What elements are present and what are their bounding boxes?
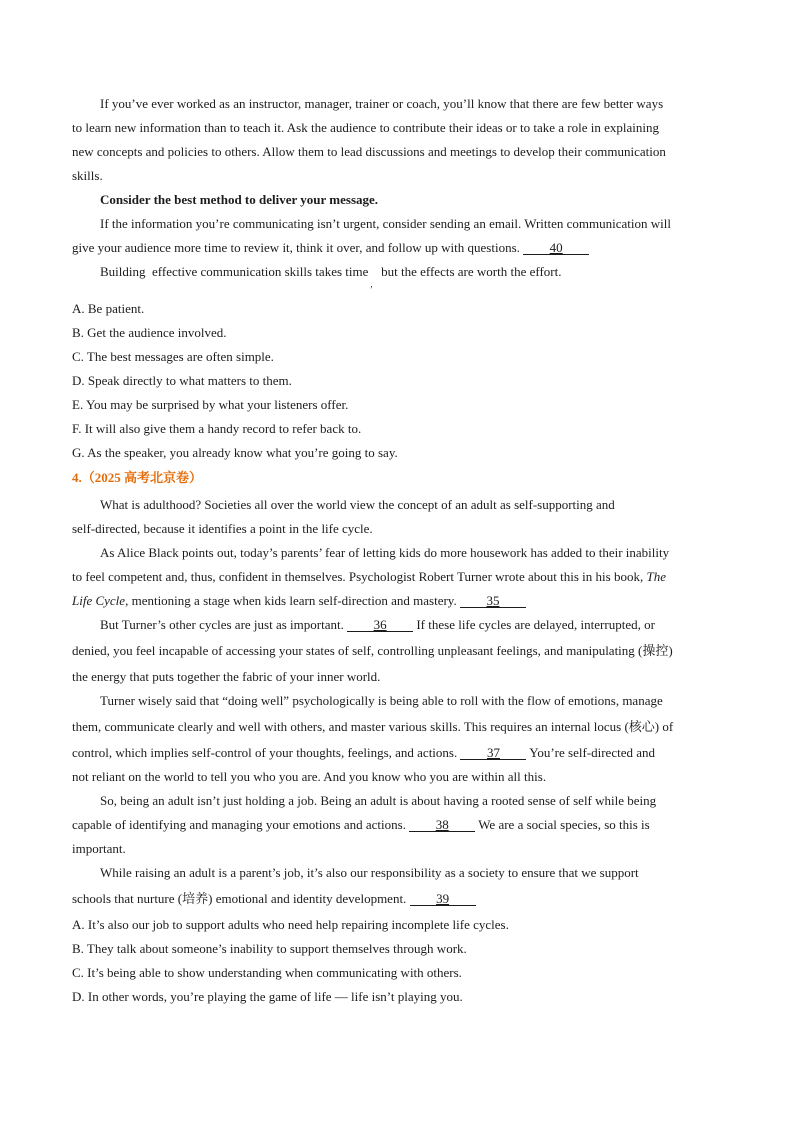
passage-line xyxy=(0,665,794,689)
section-heading xyxy=(0,188,794,212)
passage-line xyxy=(0,637,794,665)
answer-blank-39: 39 xyxy=(410,892,476,906)
option-item xyxy=(0,961,794,985)
passage-line xyxy=(0,517,794,541)
option-item xyxy=(0,393,794,417)
line-text: If you’ve ever worked as an instructor, manager, trainer or coach, you’ll know that there are few better ways xyxy=(100,96,664,111)
passage-line xyxy=(0,837,794,861)
option-text: D. Speak directly to what matters to them. xyxy=(72,373,292,388)
passage-line xyxy=(0,861,794,885)
option-text: B. They talk about someone’s inability to support themselves through work. xyxy=(72,941,467,956)
option-item xyxy=(0,369,794,393)
heading-text: Consider the best method to deliver your message. xyxy=(100,192,379,207)
line-text: to feel competent and, thus, confident in themselves. Psychologist Robert Turner wrote about this in his book, xyxy=(72,569,647,584)
line-text: schools that nurture (培养) emotional and identity development. xyxy=(72,891,410,906)
line-text: You’re self-directed and xyxy=(526,745,655,760)
options-list-a xyxy=(0,297,794,465)
line-text: the energy that puts together the fabric of your inner world. xyxy=(72,669,381,684)
line-text: But Turner’s other cycles are just as important. xyxy=(100,617,348,632)
passage-line xyxy=(0,765,794,789)
line-text: denied, you feel incapable of accessing your states of self, controlling unpleasant feelings, and manipulating (操控) xyxy=(72,643,673,658)
option-item xyxy=(0,417,794,441)
option-item xyxy=(0,937,794,961)
line-text: If these life cycles are delayed, interrupted, or xyxy=(413,617,655,632)
option-item xyxy=(0,297,794,321)
option-item xyxy=(0,321,794,345)
answer-blank-35: 35 xyxy=(460,594,526,608)
option-text: C. It’s being able to show understanding when communicating with others. xyxy=(72,965,462,980)
passage-line xyxy=(0,689,794,713)
line-text: While raising an adult is a parent’s job, it’s also our responsibility as a society to ensure that we support xyxy=(100,865,639,880)
line-text: As Alice Black points out, today’s parents’ fear of letting kids do more housework has added to their inability xyxy=(100,545,670,560)
passage-line xyxy=(0,741,794,765)
passage-line xyxy=(0,813,794,837)
passage-line xyxy=(0,589,794,613)
option-item xyxy=(0,913,794,937)
line-text: Turner wisely said that “doing well” psychologically is being able to roll with the flow of emotions, manage xyxy=(100,693,663,708)
option-text: A. Be patient. xyxy=(72,301,145,316)
option-item xyxy=(0,345,794,369)
line-text: , mentioning a stage when kids learn self-direction and mastery. xyxy=(125,593,460,608)
line-text: So, being an adult isn’t just holding a job. Being an adult is about having a rooted sense of self while being xyxy=(100,793,657,808)
line-text: capable of identifying and managing your emotions and actions. xyxy=(72,817,410,832)
passage-line xyxy=(0,885,794,913)
passage-line xyxy=(0,613,794,637)
passage-line xyxy=(0,713,794,741)
passage-line xyxy=(0,493,794,517)
passage-line xyxy=(0,212,794,236)
line-text: give your audience more time to review it, think it over, and follow up with questions. xyxy=(72,240,524,255)
line-text: Building effective communication skills takes time xyxy=(100,264,369,279)
question-label xyxy=(0,466,794,490)
line-text: If the information you’re communicating isn’t urgent, consider sending an email. Written communication will xyxy=(100,216,671,231)
option-text: A. It’s also our job to support adults who need help repairing incomplete life cycles. xyxy=(72,917,509,932)
option-text: D. In other words, you’re playing the game of life — life isn’t playing you. xyxy=(72,989,463,1004)
passage-line xyxy=(0,789,794,813)
passage-line xyxy=(0,164,794,188)
option-text: G. As the speaker, you already know what you’re going to say. xyxy=(72,445,398,460)
label-text: 4.（2025 高考北京卷） xyxy=(72,470,203,485)
option-text: C. The best messages are often simple. xyxy=(72,349,274,364)
answer-blank-40: 40 xyxy=(523,241,589,255)
option-item xyxy=(0,441,794,465)
passage-line xyxy=(0,140,794,164)
line-text: control, which implies self-control of your thoughts, feelings, and actions. xyxy=(72,745,461,760)
line-text: them, communicate clearly and well with others, and master various skills. This requires an internal locus (核心) of xyxy=(72,719,674,734)
answer-blank-37: 37 xyxy=(460,746,526,760)
line-text: new concepts and policies to others. Allow them to lead discussions and meetings to develop their communication xyxy=(72,144,666,159)
passage-line xyxy=(0,116,794,140)
option-item xyxy=(0,985,794,1009)
line-text: We are a social species, so this is xyxy=(475,817,650,832)
passage-line xyxy=(0,541,794,565)
option-text: B. Get the audience involved. xyxy=(72,325,227,340)
line-text: important. xyxy=(72,841,126,856)
passage-line xyxy=(0,236,794,260)
option-text: E. You may be surprised by what your listeners offer. xyxy=(72,397,349,412)
answer-blank-38: 38 xyxy=(409,818,475,832)
book-title: Life Cycle xyxy=(72,593,126,608)
stray-comma: , xyxy=(370,279,373,289)
answer-blank-36: 36 xyxy=(347,618,413,632)
passage-b xyxy=(0,493,794,1009)
passage-line xyxy=(0,565,794,589)
line-text: to learn new information than to teach it. Ask the audience to contribute their ideas or to take a role in explaining xyxy=(72,120,659,135)
passage-line xyxy=(0,260,794,289)
line-text: What is adulthood? Societies all over the world view the concept of an adult as self-supporting and xyxy=(100,497,615,512)
line-text: self-directed, because it identifies a point in the life cycle. xyxy=(72,521,373,536)
line-text: skills. xyxy=(72,168,103,183)
option-text: F. It will also give them a handy record to refer back to. xyxy=(72,421,362,436)
book-title: The xyxy=(646,569,666,584)
line-text: but the effects are worth the effort. xyxy=(374,264,562,279)
line-text: not reliant on the world to tell you who you are. And you know who you are within all this. xyxy=(72,769,547,784)
passage-line xyxy=(0,92,794,116)
